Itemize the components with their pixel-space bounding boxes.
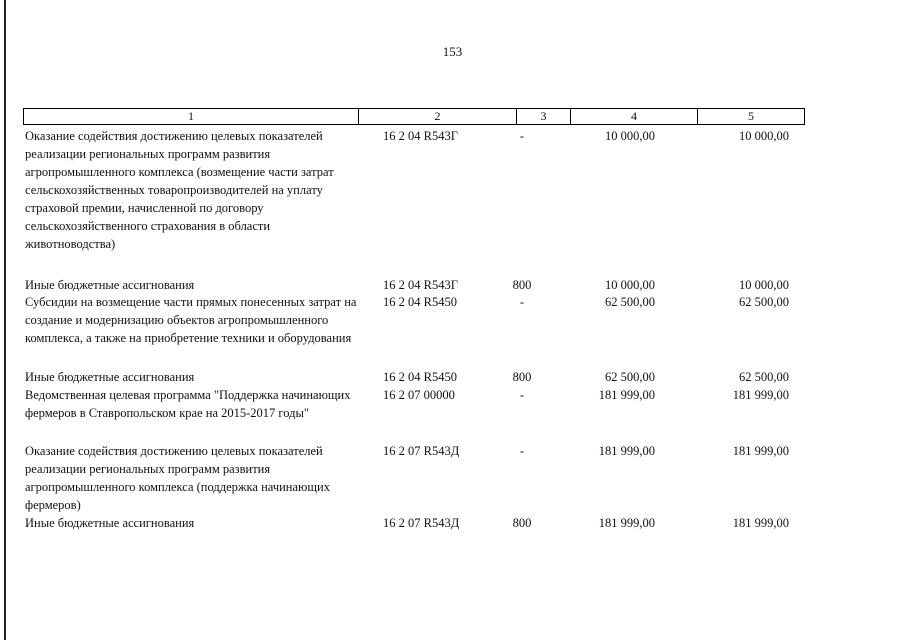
row-code: 16 2 04 R543Г — [383, 278, 458, 292]
row-name: Оказание содействия достижению целевых показателей реализации региональных программ развития агропромышленного комплекса (поддержка начинающих фермеров) — [25, 444, 330, 512]
column-header-5: 5 — [748, 109, 754, 123]
row-name: Иные бюджетные ассигнования — [25, 370, 195, 384]
row-code: 16 2 07 00000 — [383, 388, 455, 402]
row-name: Оказание содействия достижению целевых показателей реализации региональных программ развития агропромышленного комплекса (возмещение части затрат сельскохозяйственных товаропроизводителей на уплату страховой премии, начисленной по договору сельскохозяйственного страхования в области животноводства) — [25, 129, 334, 251]
page-number: 153 — [442, 44, 463, 59]
column-header-4: 4 — [571, 109, 698, 124]
row-expense-type: - — [519, 295, 525, 309]
row-expense-type: 800 — [512, 278, 532, 292]
row-sum-col5: 62 500,00 — [739, 370, 789, 384]
row-sum-col5: 181 999,00 — [732, 444, 789, 458]
row-sum-col4: 10 000,00 — [605, 129, 655, 143]
column-header-1: 1 — [24, 109, 359, 124]
row-sum-col5: 181 999,00 — [732, 388, 789, 402]
row-name: Иные бюджетные ассигнования — [25, 278, 195, 292]
row-code: 16 2 07 R543Д — [383, 444, 460, 458]
row-expense-type: - — [519, 129, 525, 143]
table-header — [23, 108, 805, 125]
row-name: Иные бюджетные ассигнования — [25, 516, 195, 530]
column-header-2: 2 — [359, 109, 517, 124]
row-code: 16 2 04 R5450 — [383, 370, 457, 384]
row-sum-col5: 10 000,00 — [739, 278, 789, 292]
row-sum-col4: 181 999,00 — [598, 388, 655, 402]
row-sum-col5: 10 000,00 — [739, 129, 789, 143]
row-expense-type: - — [519, 388, 525, 402]
row-expense-type: - — [519, 444, 525, 458]
row-code: 16 2 07 R543Д — [383, 516, 460, 530]
row-sum-col4: 181 999,00 — [598, 516, 655, 530]
row-expense-type: 800 — [512, 516, 532, 530]
row-sum-col4: 181 999,00 — [598, 444, 655, 458]
row-code: 16 2 04 R543Г — [383, 129, 458, 143]
row-code: 16 2 04 R5450 — [383, 295, 457, 309]
column-header-3: 3 — [517, 109, 571, 124]
page-left-border — [4, 0, 6, 640]
row-expense-type: 800 — [512, 370, 532, 384]
row-name: Ведомственная целевая программа "Поддержка начинающих фермеров в Ставропольском крае на 2015-2017 годы" — [25, 388, 351, 420]
row-sum-col4: 62 500,00 — [605, 295, 655, 309]
row-sum-col5: 62 500,00 — [739, 295, 789, 309]
row-sum-col4: 10 000,00 — [605, 278, 655, 292]
row-sum-col4: 62 500,00 — [605, 370, 655, 384]
row-sum-col5: 181 999,00 — [732, 516, 789, 530]
row-name: Субсидии на возмещение части прямых понесенных затрат на создание и модернизацию объектов агропромышленного комплекса, а также на приобретение техники и оборудования — [25, 295, 357, 345]
